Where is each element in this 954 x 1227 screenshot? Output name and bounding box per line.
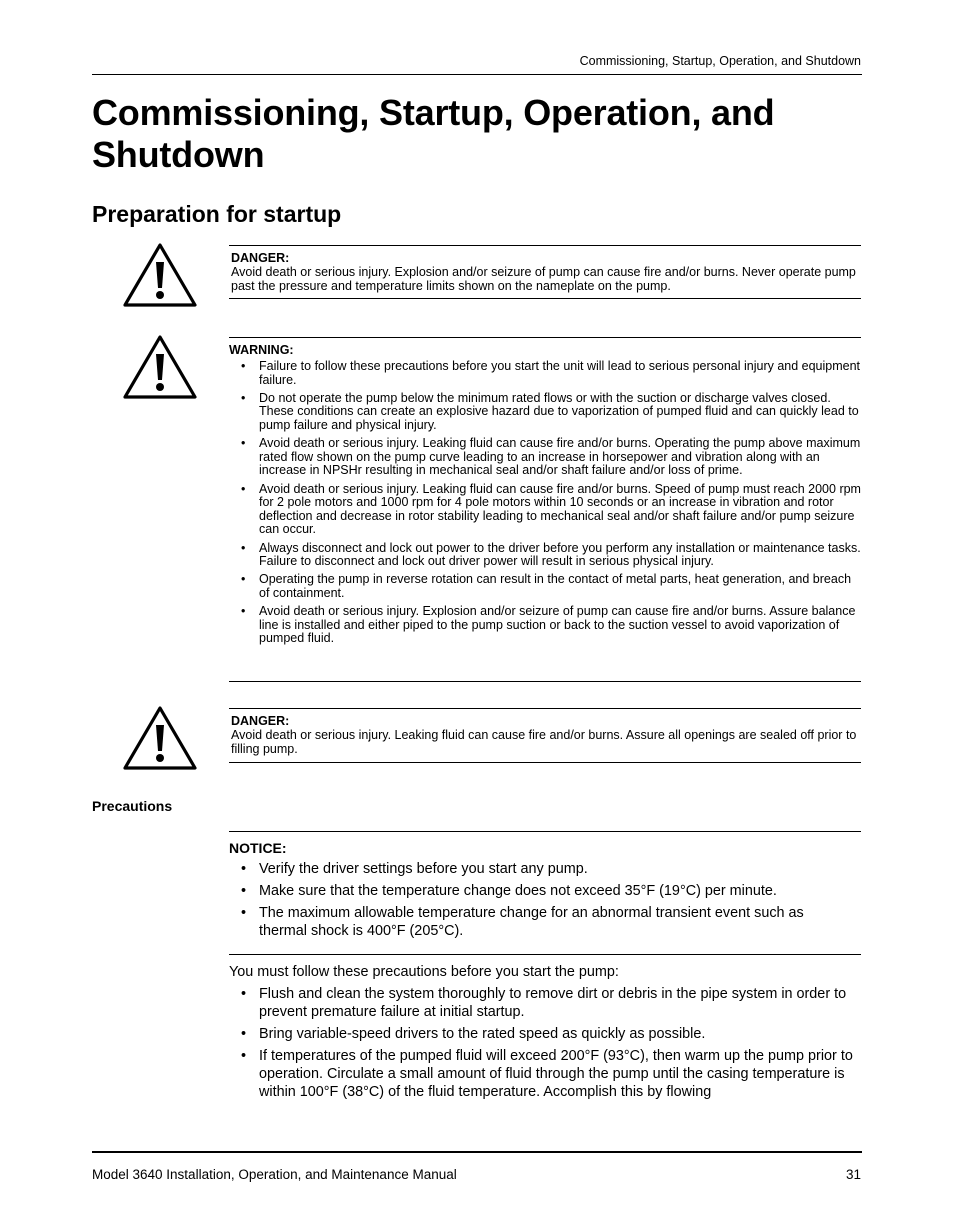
footer-manual-title: Model 3640 Installation, Operation, and Maintenance Manual [92, 1167, 457, 1182]
list-item: • Always disconnect and lock out power to the driver before you perform any installation or maintenance tasks. Failure to disconnect and lock out driver power will result in serious physical injury. [229, 542, 861, 569]
list-item: • Avoid death or serious injury. Leaking fluid can cause fire and/or burns. Operating the pump above maximum rated flow shown on the pump curve leading to an increase in horsepower and vibration along with an increase in NPSHr resulting in mechanical seal and/or shaft failure and/or loss of prime. [229, 437, 861, 478]
footer-page-number: 31 [845, 1167, 861, 1182]
header-rule [92, 74, 862, 75]
notice-list [229, 860, 861, 940]
warning-triangle-icon [122, 334, 198, 400]
danger-admonition-2 [229, 708, 861, 763]
list-item: • The maximum allowable temperature change for an abnormal transient event such as thermal shock is 400°F (205°C). [229, 904, 861, 940]
warning-admonition [229, 337, 861, 682]
list-item: • Avoid death or serious injury. Leaking fluid can cause fire and/or burns. Speed of pump must reach 2000 rpm for 2 pole motors and 1000 rpm for 4 pole motors within 10 seconds or an increase in vibration and rotor deflection and decrease in rotor stability leading to mechanical seal and/or shaft failure and/or pump seizure can occur. [229, 483, 861, 537]
danger-text: Avoid death or serious injury. Explosion and/or seizure of pump can cause fire and/or burns. Never operate pump past the pressure and temperature limits shown on the nameplate on the pump. [231, 265, 856, 293]
list-item: • Do not operate the pump below the minimum rated flows or with the suction or discharge valves closed. These conditions can create an explosive hazard due to vaporization of pumped fluid and can quickly lead to pump failure and physical injury. [229, 392, 861, 433]
danger-label: DANGER: [231, 251, 290, 265]
warning-triangle-icon [122, 705, 198, 771]
section-title: Preparation for startup [92, 201, 342, 227]
list-item: • If temperatures of the pumped fluid will exceed 200°F (93°C), then warm up the pump prior to operation. Circulate a small amount of fluid through the pump until the casing temperature is within 100°F (38°C) of the fluid temperature. Accomplish this by flowing [229, 1047, 869, 1101]
body-intro: You must follow these precautions before you start the pump: [229, 964, 619, 980]
warning-triangle-icon [122, 242, 198, 308]
list-item: • Failure to follow these precautions before you start the unit will lead to serious personal injury and equipment failure. [229, 360, 861, 387]
danger-label: DANGER: [231, 714, 290, 728]
list-item: • Bring variable-speed drivers to the rated speed as quickly as possible. [229, 1025, 869, 1043]
list-item: • Operating the pump in reverse rotation can result in the contact of metal parts, heat generation, and breach of containment. [229, 573, 861, 600]
notice-label: NOTICE: [229, 840, 287, 856]
list-item: • Flush and clean the system thoroughly to remove dirt or debris in the pipe system in order to prevent premature failure at initial startup. [229, 985, 869, 1021]
precautions-body [229, 963, 869, 1105]
page-title: Commissioning, Startup, Operation, and Shutdown [92, 92, 775, 175]
precautions-heading: Precautions [92, 798, 173, 814]
notice-admonition [229, 831, 861, 955]
footer-rule [92, 1151, 862, 1153]
danger-admonition-1 [229, 245, 861, 299]
list-item: • Make sure that the temperature change does not exceed 35°F (19°C) per minute. [229, 882, 861, 900]
warning-list [229, 360, 861, 646]
warning-label: WARNING: [229, 343, 294, 357]
running-header: Commissioning, Startup, Operation, and Shutdown [579, 54, 861, 68]
list-item: • Verify the driver settings before you start any pump. [229, 860, 861, 878]
list-item: • Avoid death or serious injury. Explosion and/or seizure of pump can cause fire and/or burns. Assure balance line is installed and either piped to the pump suction or back to the suction vessel to avoid vaporization of pumped fluid. [229, 605, 861, 646]
danger-text: Avoid death or serious injury. Leaking fluid can cause fire and/or burns. Assure all openings are sealed off prior to filling pump. [231, 728, 857, 756]
precautions-list [229, 985, 869, 1101]
